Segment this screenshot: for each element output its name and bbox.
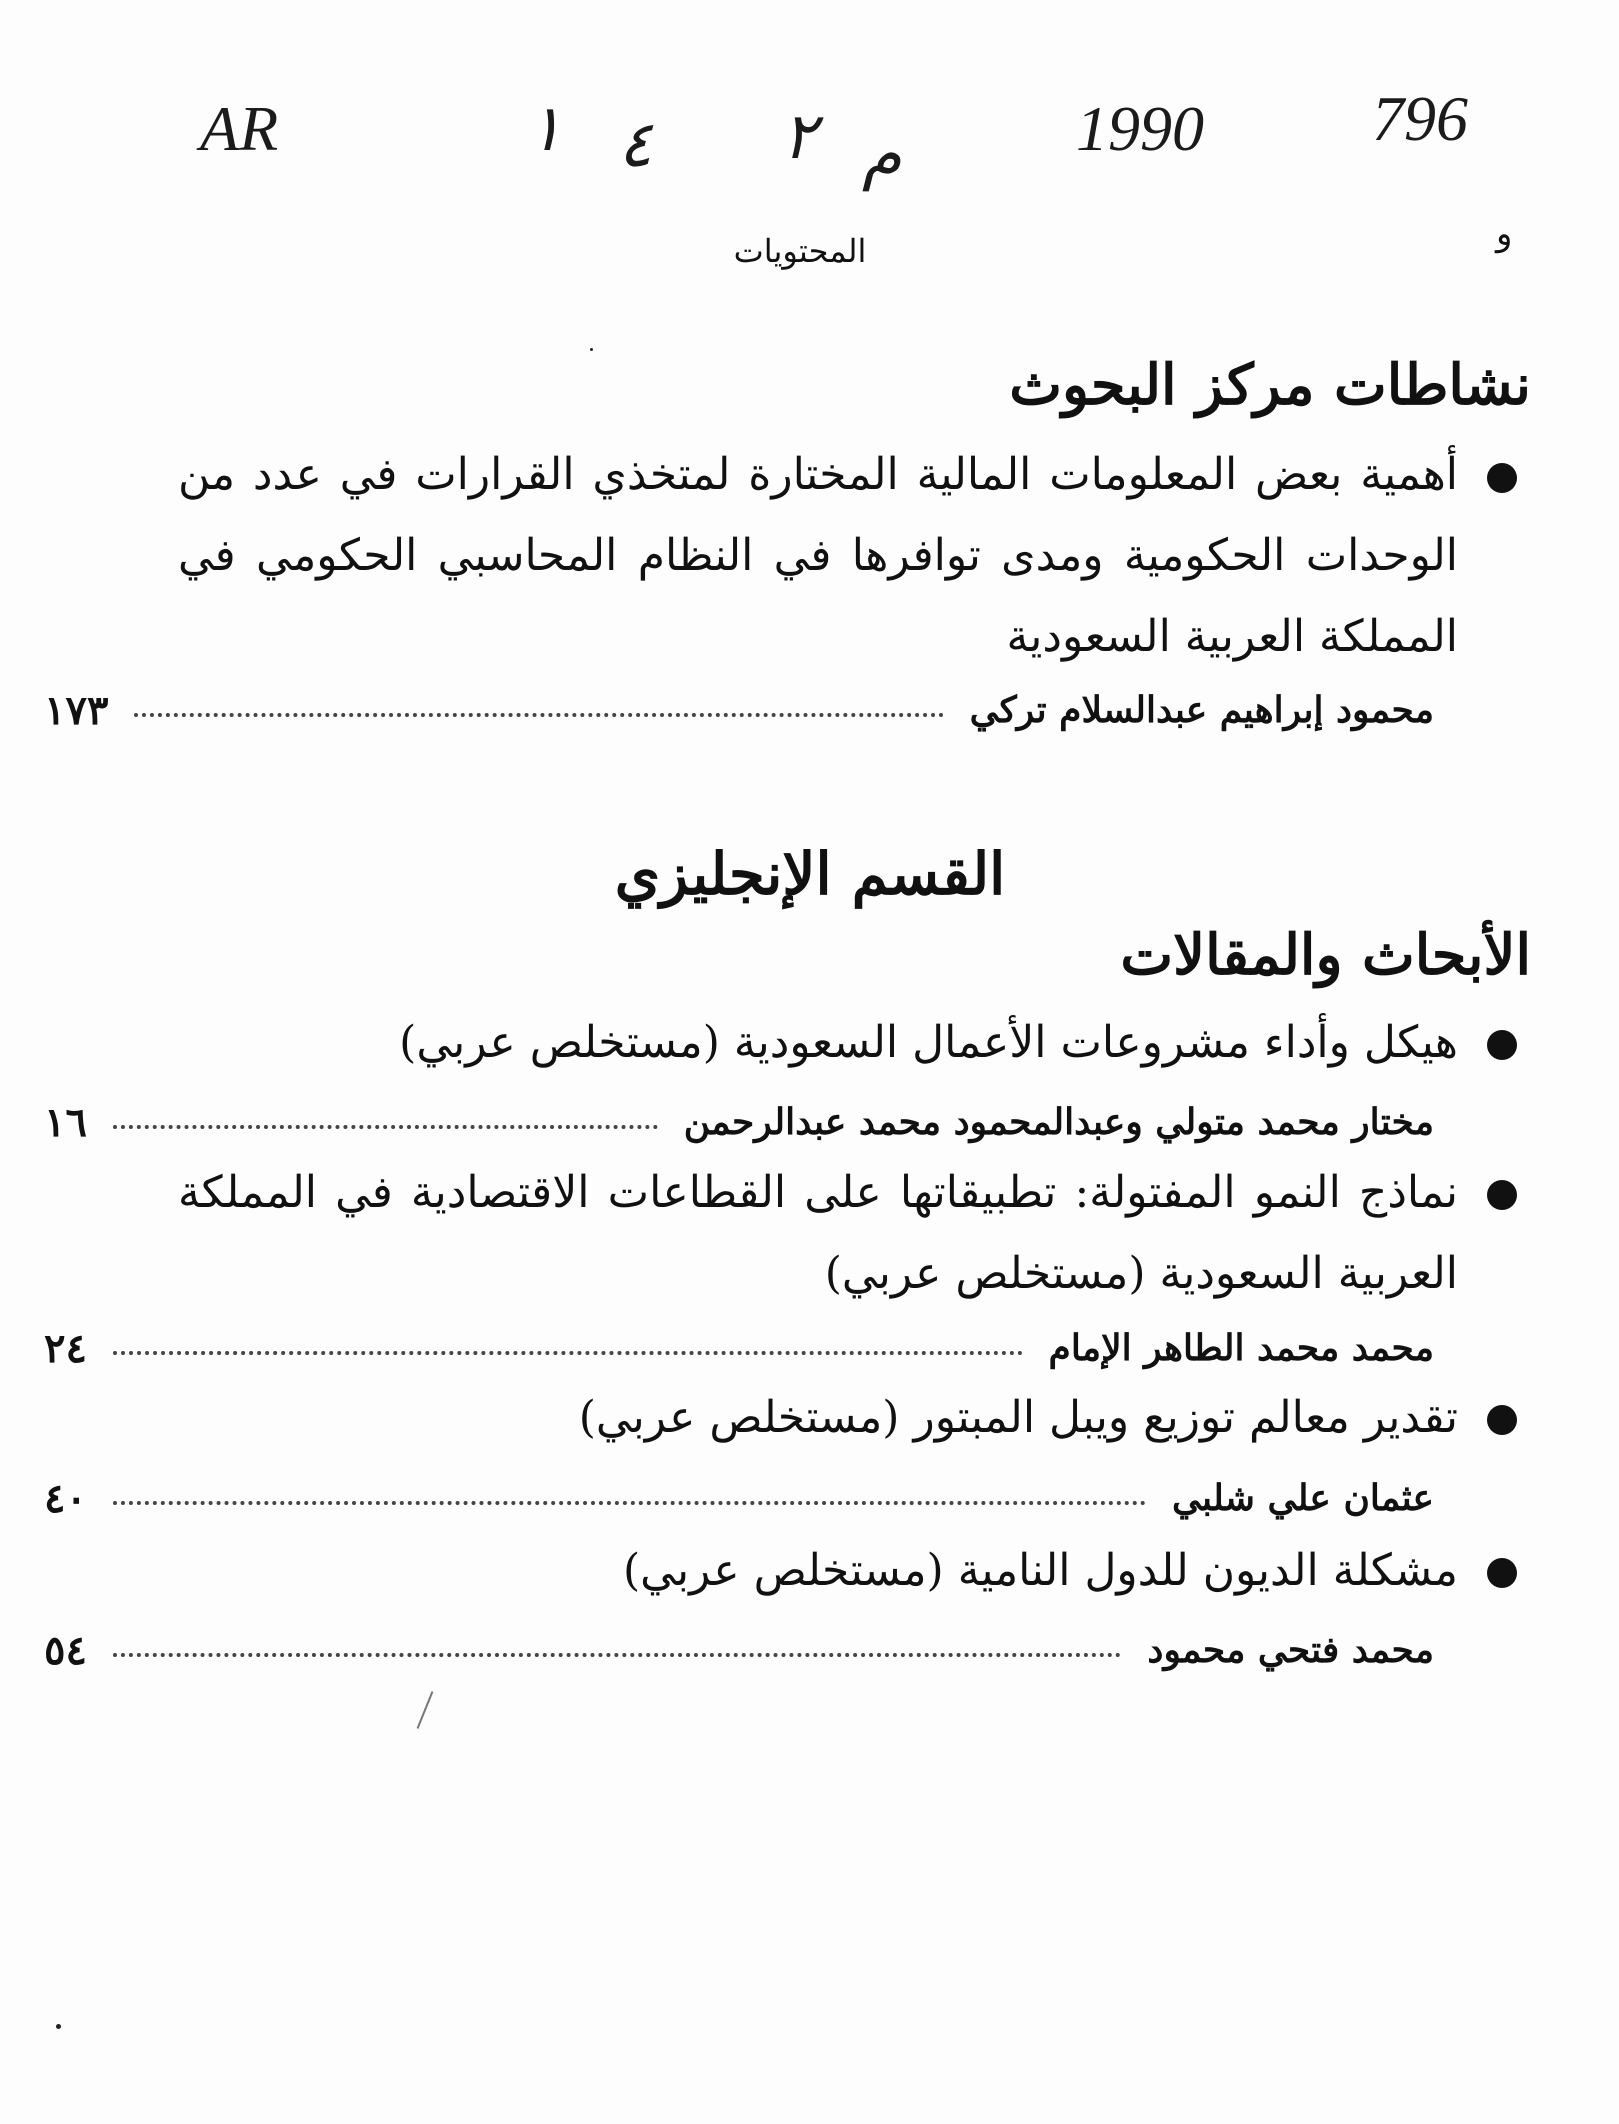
page-letter: و: [1496, 214, 1513, 254]
dot-leader: [113, 1501, 1146, 1505]
bullet: [1487, 1030, 1517, 1060]
section-heading-english: القسم الإنجليزي: [614, 840, 1006, 908]
toc-author-row: [44, 680, 1434, 740]
dot-leader: [113, 1125, 658, 1129]
handwritten-number-2: ٤: [618, 109, 653, 180]
scan-mark: [417, 1691, 434, 1729]
dot-leader: [113, 1653, 1121, 1657]
entry-title: أهمية بعض المعلومات المالية المختارة لمتخذي القرارات في عدد من الوحدات الحكومية ومدى توافرها في النظام المحاسبي الحكومي في المملكة العربية السعودية: [178, 449, 1458, 662]
handwritten-code: AR: [200, 93, 279, 164]
entry-author: محمد فتحي محمود: [1147, 1629, 1434, 1671]
section-heading-research-center: نشاطات مركز البحوث: [1009, 352, 1531, 418]
entry-author: محمد محمد الطاهر الإمام: [1048, 1327, 1434, 1369]
entry-title: مشكلة الديون للدول النامية (مستخلص عربي): [622, 1545, 1458, 1596]
entry-title: نماذج النمو المفتولة: تطبيقاتها على القطاعات الاقتصادية في المملكة العربية السعودية (مستخلص عربي): [178, 1167, 1458, 1299]
toc-author-row: [44, 1620, 1434, 1680]
toc-author-row: [44, 1318, 1434, 1378]
entry-title: تقدير معالم توزيع ويبل المبتور (مستخلص عربي): [578, 1392, 1458, 1443]
dot-leader: [113, 1351, 1023, 1355]
handwritten-number-3: ٢: [782, 101, 817, 172]
entry-title: هيكل وأداء مشروعات الأعمال السعودية (مستخلص عربي): [399, 1017, 1458, 1068]
handwritten-reference-number: 796: [1372, 83, 1468, 154]
entry-author: مختار محمد متولي وعبدالمحمود محمد عبدالرحمن: [683, 1101, 1434, 1143]
bullet: [1487, 463, 1517, 493]
entry-page-number: ٤٠: [44, 1474, 87, 1522]
section-heading-articles: الأبحاث والمقالات: [1120, 922, 1531, 988]
bullet: [1487, 1180, 1517, 1210]
scan-speck: [56, 2024, 61, 2029]
handwritten-year: 1990: [1076, 93, 1204, 164]
running-title: المحتويات: [733, 232, 867, 270]
entry-page-number: ١٧٣: [44, 686, 109, 734]
entry-page-number: ١٦: [44, 1098, 87, 1146]
entry-author: محمود إبراهيم عبدالسلام تركي: [969, 689, 1434, 731]
handwritten-letter: م: [862, 119, 902, 190]
entry-page-number: ٥٤: [44, 1626, 87, 1674]
bullet: [1487, 1405, 1517, 1435]
handwritten-number-1: ١: [528, 93, 563, 164]
entry-author: عثمان علي شلبي: [1172, 1477, 1434, 1519]
toc-author-row: [44, 1468, 1434, 1528]
bullet: [1487, 1558, 1517, 1588]
scan-speck: [590, 348, 593, 351]
dot-leader: [134, 713, 943, 717]
entry-page-number: ٢٤: [44, 1324, 87, 1372]
toc-author-row: [44, 1092, 1434, 1152]
